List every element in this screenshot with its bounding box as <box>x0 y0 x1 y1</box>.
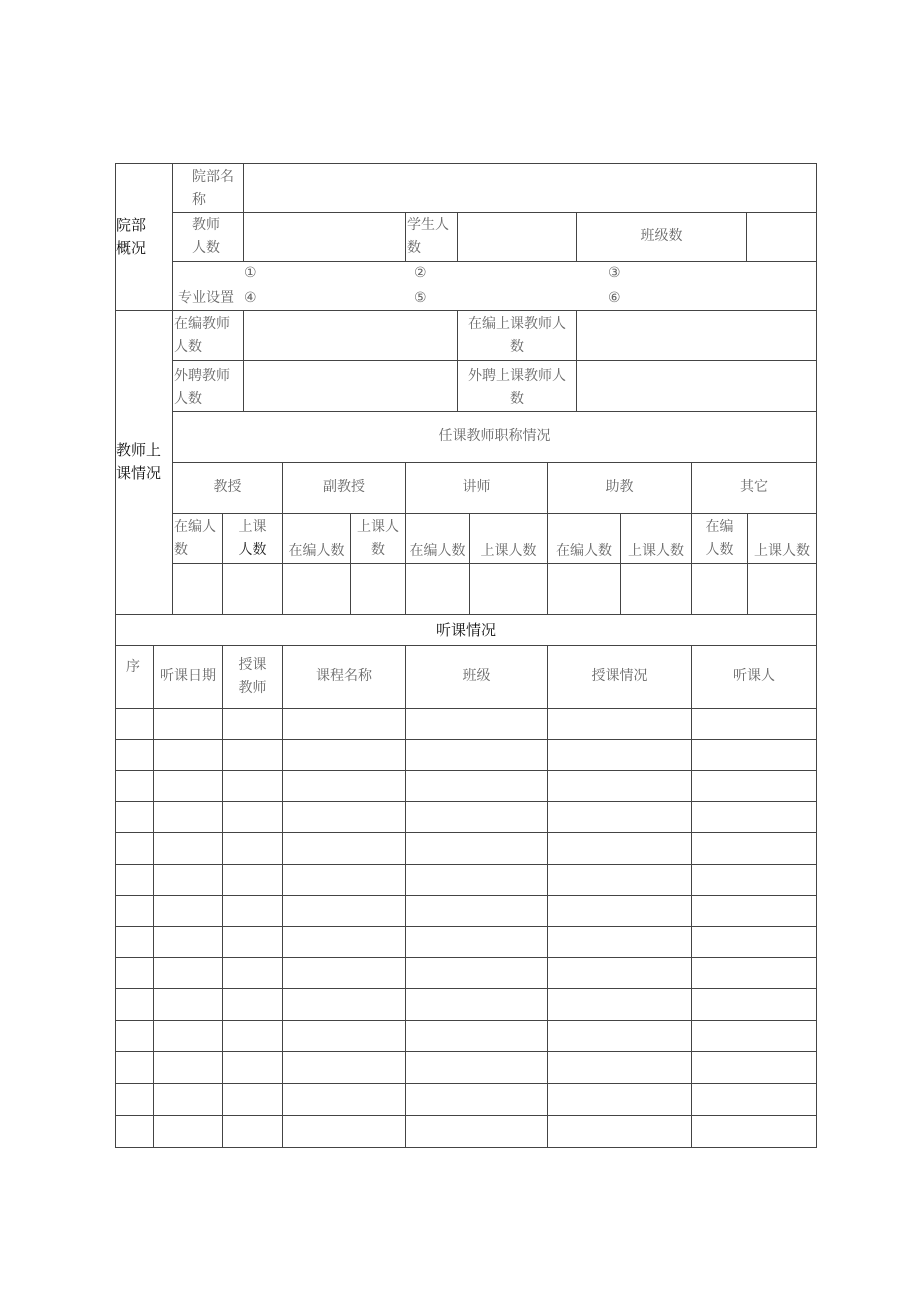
student-count-label: 学生人 数 <box>407 217 449 256</box>
external-teacher-label: 外聘教师 人数 <box>174 368 230 407</box>
title-lecturer: 讲师 <box>462 479 491 495</box>
asst-teach-count: 上课人数 <box>628 543 684 559</box>
assoc-teach-count: 上课人 数 <box>357 519 399 558</box>
major-slot-2: ② <box>414 265 427 281</box>
major-slot-3: ③ <box>608 265 621 281</box>
section1-label: 院部 概况 <box>116 216 147 257</box>
major-slot-1: ① <box>244 265 257 281</box>
staff-teacher-label: 在编教师 人数 <box>174 316 230 355</box>
title-status-heading: 任课教师职称情况 <box>438 428 551 444</box>
col-seq-header: 序 <box>126 659 140 675</box>
title-professor: 教授 <box>213 479 242 495</box>
lect-staff-count: 在编人数 <box>409 543 466 559</box>
section2-label: 教师上 课情况 <box>116 441 162 482</box>
major-slot-6: ⑥ <box>608 290 621 306</box>
title-associate-professor: 副教授 <box>323 479 365 495</box>
major-setting-label: 专业设置 <box>178 290 234 306</box>
prof-teach-count: 上课 人数 <box>238 519 267 558</box>
lect-teach-count: 上课人数 <box>480 543 537 559</box>
title-other: 其它 <box>740 479 768 495</box>
external-teaching-label: 外聘上课教师人 数 <box>468 368 566 407</box>
title-assistant: 助教 <box>605 479 634 495</box>
col-course-header: 课程名称 <box>316 668 372 684</box>
col-date-header: 听课日期 <box>160 668 216 684</box>
class-count-label: 班级数 <box>640 228 683 244</box>
prof-staff-count: 在编人 数 <box>174 519 216 558</box>
col-status-header: 授课情况 <box>591 668 648 684</box>
major-slot-5: ⑤ <box>414 290 427 306</box>
asst-staff-count: 在编人数 <box>556 543 612 559</box>
teacher-count-label: 教师 人数 <box>192 217 220 256</box>
section3-title: 听课情况 <box>435 621 496 639</box>
other-staff-count: 在编 人数 <box>705 519 734 558</box>
major-slot-4: ④ <box>244 290 257 306</box>
assoc-staff-count: 在编人数 <box>288 543 345 559</box>
staff-teaching-label: 在编上课教师人 数 <box>468 316 566 355</box>
col-class-header: 班级 <box>462 668 491 684</box>
dept-name-label: 院部名 称 <box>192 169 234 208</box>
col-listener-header: 听课人 <box>733 668 775 684</box>
other-teach-count: 上课人数 <box>754 543 810 559</box>
col-teacher-header: 授课 教师 <box>238 657 267 696</box>
